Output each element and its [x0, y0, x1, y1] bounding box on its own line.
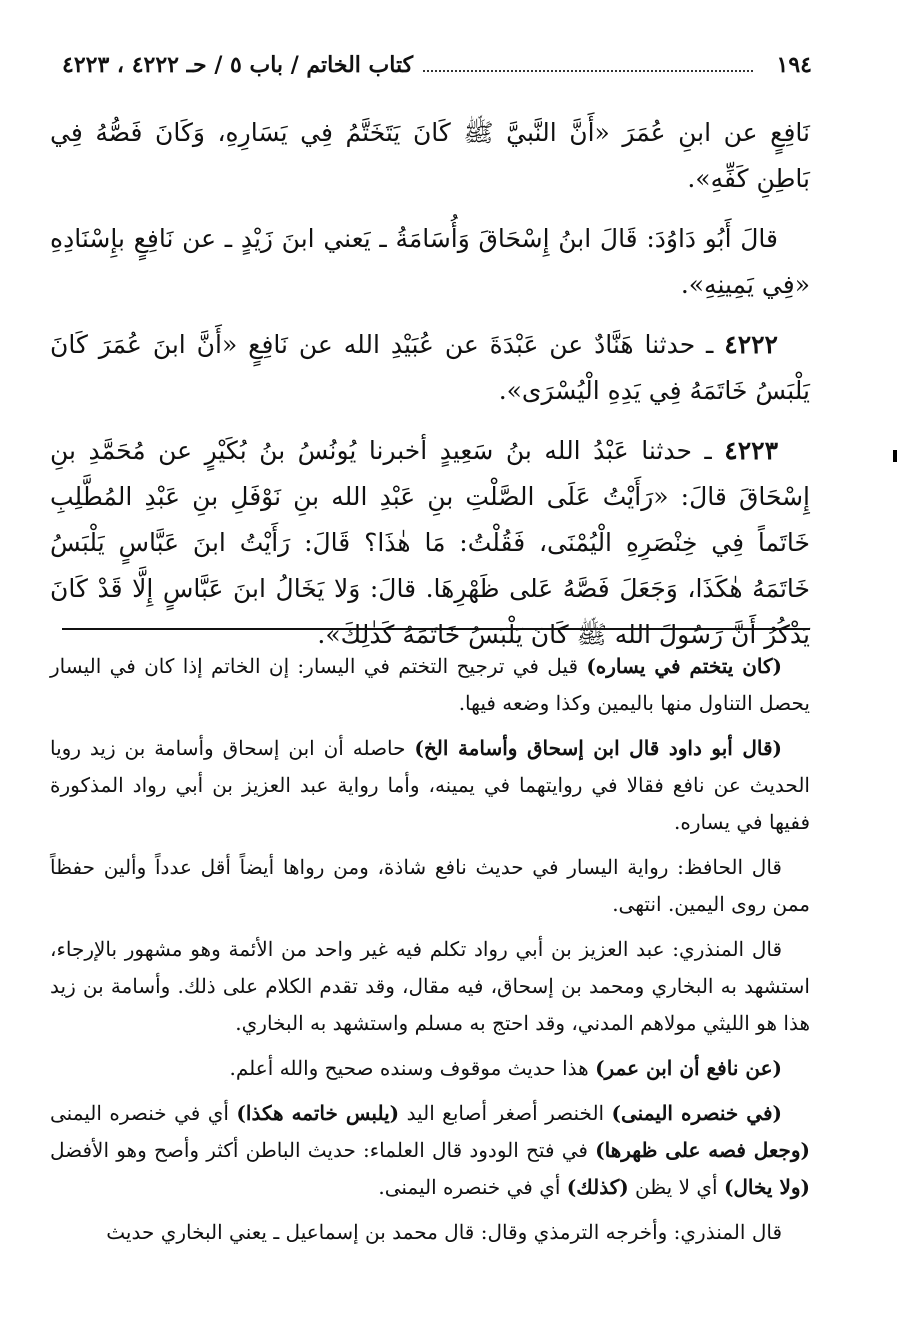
note-paragraph [50, 849, 810, 923]
main-text [50, 110, 810, 672]
running-title: كتاب الخاتم / باب ٥ / حـ ٤٢٢٢ ، ٤٢٢٣ [62, 52, 414, 78]
note-lemma: (في خنصره اليمنى) [611, 1101, 783, 1125]
note-text: أي لا يظن [628, 1175, 724, 1199]
note-paragraph [50, 648, 810, 722]
main-paragraph: قالَ أَبُو دَاوُدَ: قَالَ ابنُ إِسْحَاقَ وَأُسَامَةُ ـ يَعني ابنَ زَيْدٍ ـ عن نَافِعٍ بإِسْنَادِهِ «فِي يَمِينِهِ». [50, 224, 810, 299]
page-number: ١٩٤ [776, 52, 812, 78]
note-text: حاصله أن ابن إسحاق وأسامة بن زيد رويا الحديث عن نافع فقالا في روايتهما في يمينه، وأما رواية عبد العزيز بن أبي رواد المذكورة ففيها في يساره. [50, 736, 810, 834]
note-paragraph [50, 1095, 810, 1206]
note-lemma: (وجعل فصه على ظهرها) [595, 1138, 810, 1162]
header-dotted-leader [423, 58, 752, 72]
note-text: الخنصر أصغر أصابع اليد [399, 1101, 612, 1125]
commentary-notes [50, 648, 810, 1259]
footnote-divider [62, 628, 810, 630]
main-paragraph: نَافِعٍ عن ابنِ عُمَرَ «أَنَّ النَّبيَّ ﷺ كَانَ يَتَخَتَّمُ فِي يَسَارِهِ، وَكَانَ فَصُّهُ فِي بَاطِنِ كَفِّهِ». [50, 118, 810, 193]
note-text: قال الحافظ: رواية اليسار في حديث نافع شاذة، ومن رواها أيضاً أقل عدداً وألين حفظاً ممن روى اليمين. انتهى. [50, 855, 810, 916]
scan-edge-mark [893, 450, 897, 462]
note-text: أي في خنصره اليمنى [50, 1101, 237, 1125]
note-paragraph [50, 1050, 810, 1087]
note-text: في فتح الودود قال العلماء: حديث الباطن أكثر وأصح وهو الأفضل [50, 1138, 596, 1162]
note-lemma: (ولا يخال) [723, 1175, 810, 1199]
note-text: أي في خنصره اليمنى. [378, 1175, 567, 1199]
note-text: قال المنذري: عبد العزيز بن أبي رواد تكلم فيه غير واحد من الأئمة وهو مشهور بالإرجاء، استشهد به البخاري ومحمد بن إسحاق، فيه مقال، وقد تقدم الكلام على ذلك. وأسامة بن زيد هذا هو الليثي مولاهم المدني، وقد احتج به مسلم واستشهد به البخاري. [50, 937, 810, 1035]
hadith-number: ٤٢٢٣ [724, 436, 778, 465]
note-paragraph [50, 730, 810, 841]
hadith-number: ٤٢٢٢ [724, 330, 778, 359]
note-paragraph [50, 931, 810, 1042]
note-lemma: (يلبس خاتمه هكذا) [236, 1101, 400, 1125]
note-paragraph [50, 1214, 810, 1251]
page-header [62, 45, 812, 85]
note-lemma: (كان يتختم في يساره) [586, 654, 783, 678]
note-lemma: (عن نافع أن ابن عمر) [595, 1056, 782, 1080]
hadith-4223 [50, 428, 810, 658]
note-text: هذا حديث موقوف وسنده صحيح والله أعلم. [229, 1056, 596, 1080]
note-lemma: (قال أبو داود قال ابن إسحاق وأسامة الخ) [414, 736, 783, 760]
note-lemma: (كذلك) [566, 1175, 629, 1199]
hadith-4222 [50, 322, 810, 414]
hadith-text: ـ حدثنا عَبْدُ الله بنُ سَعِيدٍ أخبرنا يُونُسُ بنُ بُكَيْرٍ عن مُحَمَّدِ بنِ إِسْحَاقَ قالَ: «رَأَيْتُ عَلَى الصَّلْتِ بنِ عَبْدِ الله بنِ نَوْفَلِ بنِ عَبْدِ المُطَّلِبِ خَاتَماً فِي خِنْصَرِهِ الْيُمْنَى، فَقُلْتُ: مَا هٰذَا؟ قَالَ: رَأَيْتُ ابنَ عَبَّاسٍ يَلْبَسُ خَاتَمَهُ هٰكَذَا، وَجَعَلَ فَصَّهُ عَلى ظَهْرِهَا. قالَ: وَلا يَخَالُ ابنَ عَبَّاسٍ إِلَّا قَدْ كَانَ يَذْكُرُ أَنَّ رَسُولَ الله ﷺ كَانَ يَلْبَسُ خَاتَمَهُ كَذٰلِكَ». [50, 436, 810, 649]
note-text: قيل في ترجيح التختم في اليسار: إن الخاتم إذا كان في اليسار يحصل التناول منها باليمين وكذا وضعه فيها. [50, 654, 810, 715]
note-text: قال المنذري: وأخرجه الترمذي وقال: قال محمد بن إسماعيل ـ يعني البخاري حديث [106, 1220, 782, 1244]
hadith-text: ـ حدثنا هَنَّادٌ عن عَبْدَةَ عن عُبَيْدِ الله عن نَافِعٍ «أَنَّ ابنَ عُمَرَ كَانَ يَلْبَسُ خَاتَمَهُ فِي يَدِهِ الْيُسْرَى». [50, 330, 810, 405]
